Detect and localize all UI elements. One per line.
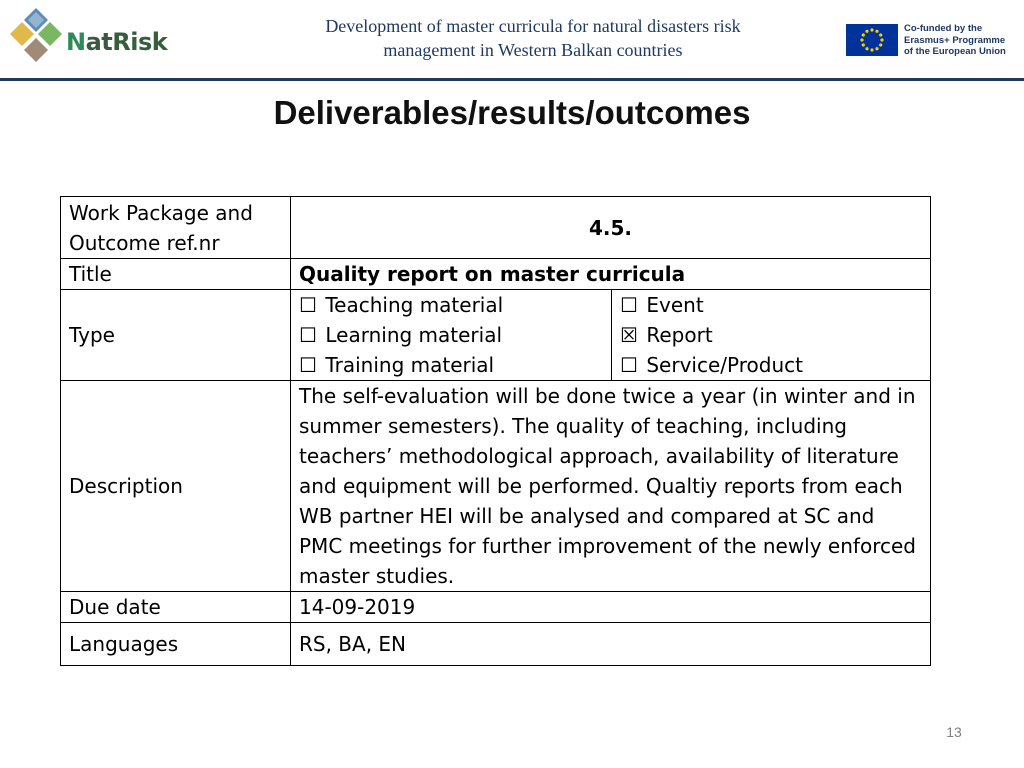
checkbox-icon: ☐ (299, 323, 317, 347)
checkbox-icon: ☐ (299, 293, 317, 317)
project-title-line2: management in Western Balkan countries (383, 40, 683, 60)
table-row-description (61, 381, 931, 592)
eu-cofunded-text: Co-funded by the Erasmus+ Programme of the European Union (904, 23, 1006, 57)
languages-label: Languages (61, 623, 291, 666)
checkbox-icon: ☐ (299, 353, 317, 377)
table-row-due-date (61, 592, 931, 623)
wp-value: 4.5. (291, 197, 931, 259)
header-divider (0, 78, 1024, 81)
project-title (250, 14, 816, 62)
table-row-languages (61, 623, 931, 666)
type-option-service: ☐ Service/Product (620, 350, 922, 380)
checked-checkbox-icon: ☒ (620, 323, 638, 347)
type-option-event: ☐ Event (620, 290, 922, 320)
type-option-report: ☒ Report (620, 320, 922, 350)
erasmus-cofunded-logo (846, 22, 1016, 58)
type-option-teaching: ☐ Teaching material (299, 290, 603, 320)
description-value: The self-evaluation will be done twice a year (in winter and in summer semesters). The quality of teaching, including teachers’ methodological approach, availability of literature and equipment will be performed. Qualtiy reports from each WB partner HEI will be analysed and compared at SC and PMC meetings for further improvement of the newly enforced master studies. (291, 381, 931, 592)
table-row-title (61, 259, 931, 290)
description-label: Description (61, 381, 291, 592)
title-value: Quality report on master curricula (291, 259, 931, 290)
type-option-training: ☐ Training material (299, 350, 603, 380)
eu-flag-icon (846, 24, 898, 56)
type-options-column-1 (291, 290, 612, 381)
deliverable-table (60, 196, 931, 666)
natrisk-diamond-icon (8, 6, 64, 70)
type-options-column-2 (612, 290, 931, 381)
type-label: Type (61, 290, 291, 381)
slide-header (0, 0, 1024, 78)
page-title: Deliverables/results/outcomes (273, 94, 751, 131)
checkbox-icon: ☐ (620, 353, 638, 377)
languages-value: RS, BA, EN (291, 623, 931, 666)
due-date-label: Due date (61, 592, 291, 623)
natrisk-wordmark: NatRisk (66, 28, 168, 56)
table-row-type (61, 290, 931, 381)
type-option-learning: ☐ Learning material (299, 320, 603, 350)
due-date-value: 14-09-2019 (291, 592, 931, 623)
checkbox-icon: ☐ (620, 293, 638, 317)
title-label: Title (61, 259, 291, 290)
page-number: 13 (946, 724, 962, 740)
natrisk-logo (8, 6, 168, 70)
table-row-work-package (61, 197, 931, 259)
wp-label: Work Package and Outcome ref.nr (61, 197, 291, 259)
project-title-line1: Development of master curricula for natural disasters risk (325, 16, 741, 36)
